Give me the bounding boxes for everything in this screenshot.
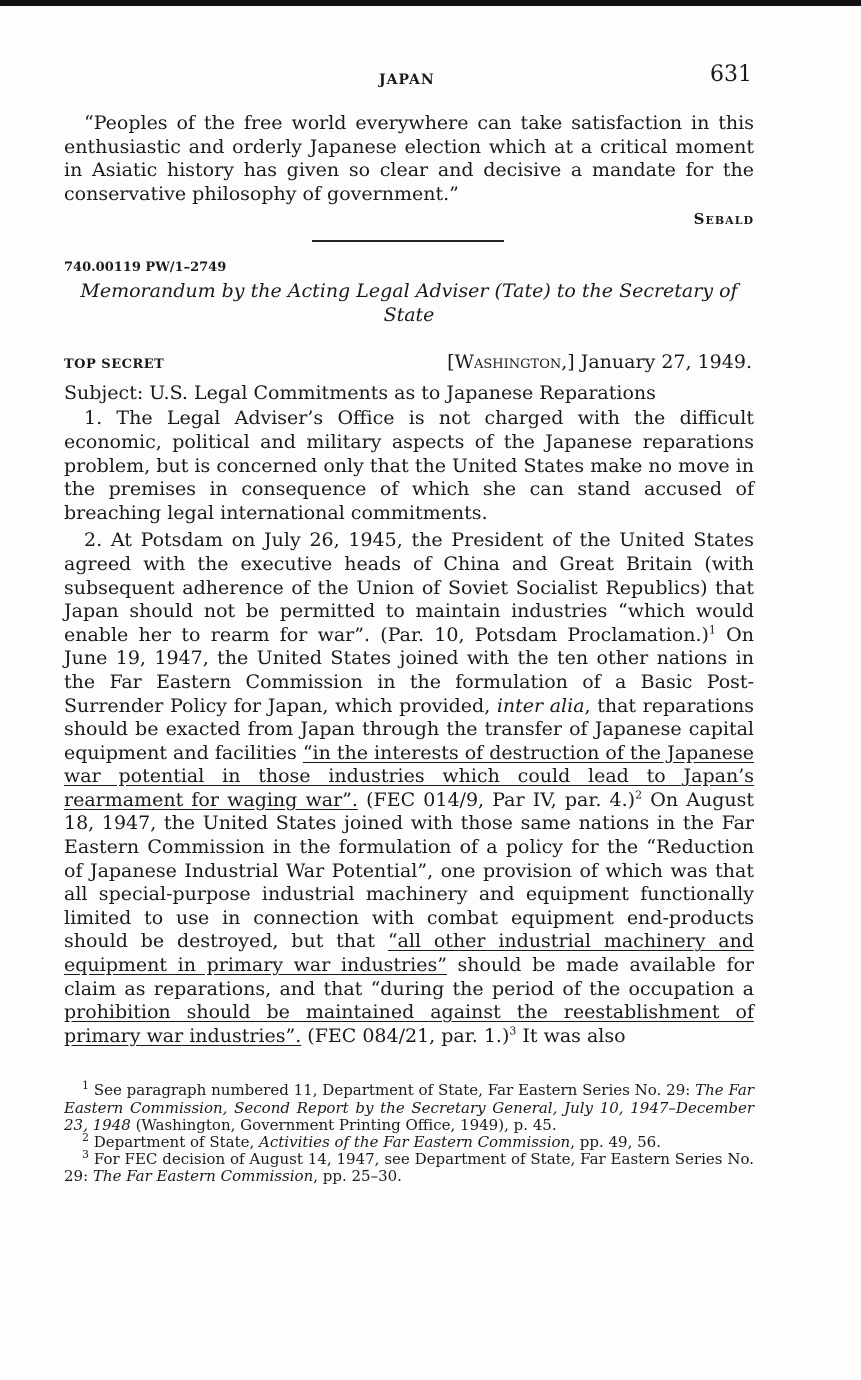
page-number: 631 xyxy=(710,62,752,87)
footnote-1-title: The Far Eastern Commission, Second Report by the Secretary General, July 10, 1947–December 23, 1948 xyxy=(64,1081,754,1134)
p2-text-f: should be made available for claim as reparations, and that “during the period of the occupation a xyxy=(64,954,755,1000)
p2-underlined-3: prohibition should be maintained against the reestablishment of primary war industries”. xyxy=(64,1001,754,1047)
footnote-2-text-b: , pp. 49, 56. xyxy=(570,1133,661,1152)
p2-text-h: It was also xyxy=(516,1024,626,1047)
footnote-3-marker: 3 xyxy=(82,1148,89,1162)
p2-text-g: (FEC 084/21, par. 1.) xyxy=(301,1024,510,1047)
subject-text: U.S. Legal Commitments as to Japanese Reparations xyxy=(149,382,656,405)
footnote-2-title: Activities of the Far Eastern Commission xyxy=(259,1133,571,1152)
place: [Washington,] xyxy=(447,351,575,374)
footnote-3-text-a: For FEC decision of August 14, 1947, see Department of State, Far Eastern Series No. 29: xyxy=(64,1150,754,1186)
footnote-2-marker: 2 xyxy=(82,1131,89,1145)
top-border xyxy=(0,0,861,6)
footnote-ref-3[interactable]: 3 xyxy=(509,1024,517,1038)
footnote-2-text-a: Department of State, xyxy=(93,1133,260,1152)
p2-underlined-2: “all other industrial machinery and equipment in primary war industries” xyxy=(64,930,754,977)
footnote-1-text-b: (Washington, Government Printing Office, 1949), p. 45. xyxy=(130,1115,557,1134)
p2-text-d: (FEC 014/9, Par IV, par. 4.) xyxy=(357,788,636,811)
footnote-2 xyxy=(64,1131,754,1152)
footnotes xyxy=(64,1079,754,1186)
subject-line xyxy=(64,381,754,405)
running-head-title: JAPAN xyxy=(379,72,435,88)
footnote-1-text-a: See paragraph numbered 11, Department of State, Far Eastern Series No. 29: xyxy=(93,1081,696,1100)
subject-label: Subject: xyxy=(64,382,144,405)
paragraph-2 xyxy=(64,529,754,1048)
p2-text-e: On August 18, 1947, the United States joined with those same nations in the Far Eastern Commission in the formulation of a policy for the “Reduction of Japanese Industrial War Potential”, one provision of which was that all special-purpose industrial machinery and equipment functionally limited to use in connection with combat equipment end-products should be destroyed, but that xyxy=(64,788,755,953)
footnote-ref-2[interactable]: 2 xyxy=(635,788,643,802)
section-divider xyxy=(312,240,504,242)
footnote-3-title: The Far Eastern Commission xyxy=(92,1167,314,1186)
classification: TOP SECRET xyxy=(64,357,165,373)
paragraph-1: 1. The Legal Adviser’s Office is not charged with the difficult economic, political and military aspects of the Japanese reparations problem, but is concerned only that the United States make no move in the premises in consequence of which she can stand accused of breaching legal international commitments. xyxy=(64,407,754,524)
signature: Sebald xyxy=(693,210,754,229)
dateline xyxy=(64,351,754,375)
p2-inter-alia: inter alia xyxy=(496,694,585,717)
file-number: 740.00119 PW/1–2749 xyxy=(64,260,227,276)
running-head xyxy=(64,60,754,98)
p2-text-a: 2. At Potsdam on July 26, 1945, the President of the United States agreed with the executive heads of China and Great Britain (with subsequent adherence of the Union of Soviet Socialist Republics) that Japan should not be permitted to maintain industries “which would enable her to rearm for war”. (Par. 10, Potsdam Proclamation.) xyxy=(64,529,754,646)
footnote-ref-1[interactable]: 1 xyxy=(708,623,716,637)
document-title: Memorandum by the Acting Legal Adviser (Tate) to the Secretary of State xyxy=(80,280,738,327)
p2-text-c: , that reparations should be exacted from Japan through the transfer of Japanese capital equipment and facilities xyxy=(64,694,755,764)
footnote-3 xyxy=(64,1148,754,1186)
p2-underlined-1: “in the interests of destruction of the Japanese war potential in those industries which could lead to Japan’s rearmament for waging war”. xyxy=(64,741,754,811)
date: January 27, 1949. xyxy=(580,351,752,374)
footnote-1 xyxy=(64,1079,754,1134)
quote-text: “Peoples of the free world everywhere can take satisfaction in this enthusiastic and orderly Japanese election which at a critical moment in Asiatic history has given so clear and decisive a mandate for the conservative philosophy of government.” xyxy=(64,112,754,205)
footnote-3-text-b: , pp. 25–30. xyxy=(313,1167,402,1186)
p2-text-b: On June 19, 1947, the United States joined with the ten other nations in the Far Eastern Commission in the formulation of a Basic Post-Surrender Policy for Japan, which provided, xyxy=(64,623,754,717)
footnote-1-marker: 1 xyxy=(82,1079,89,1093)
date-line xyxy=(447,351,752,373)
document-page xyxy=(64,60,754,1186)
